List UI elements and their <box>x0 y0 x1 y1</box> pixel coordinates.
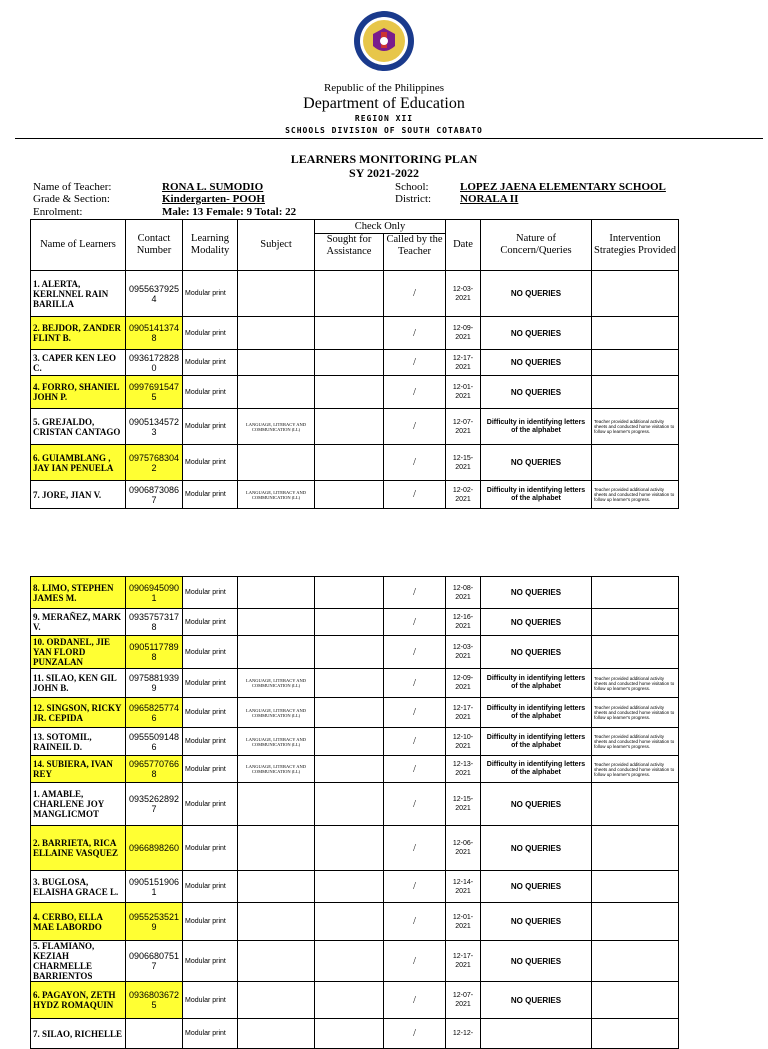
subject-cell <box>238 609 315 636</box>
contact-number: 09051177898 <box>126 636 183 669</box>
called-check: / <box>384 609 446 636</box>
intervention-cell <box>592 941 679 982</box>
intervention-cell <box>592 871 679 903</box>
date-cell: 12-17-2021 <box>446 698 481 728</box>
date-cell: 12-10-2021 <box>446 728 481 756</box>
learner-name: 10. ORDANEL, JIE YAN FLORD PUNZALAN <box>31 636 126 669</box>
subject-cell <box>238 783 315 826</box>
nature-cell: NO QUERIES <box>481 376 592 409</box>
subject-cell <box>238 577 315 609</box>
learning-modality: Modular print <box>183 445 238 481</box>
subject-cell: LANGUAGE, LITERACY AND COMMUNICATION (LL) <box>238 409 315 445</box>
called-check: / <box>384 350 446 376</box>
learner-name: 6. GUIAMBLANG , JAY IAN PENUELA <box>31 445 126 481</box>
subject-cell <box>238 871 315 903</box>
intervention-cell <box>592 982 679 1019</box>
table-row <box>31 756 679 783</box>
letterhead <box>0 0 768 140</box>
date-cell: 12-15-2021 <box>446 783 481 826</box>
subject-cell: LANGUAGE, LITERACY AND COMMUNICATION (LL) <box>238 669 315 698</box>
nature-cell: NO QUERIES <box>481 609 592 636</box>
date-cell: 12-07-2021 <box>446 409 481 445</box>
region-line: REGION XII <box>354 114 414 123</box>
teacher-value: RONA L. SUMODIO <box>162 181 264 193</box>
nature-cell: NO QUERIES <box>481 577 592 609</box>
contact-number: 09357573178 <box>126 609 183 636</box>
learner-name: 4. FORRO, SHANIEL JOHN P. <box>31 376 126 409</box>
learner-name: 3. BUGLOSA, ELAISHA GRACE L. <box>31 871 126 903</box>
table-row <box>31 669 679 698</box>
school-value: LOPEZ JAENA ELEMENTARY SCHOOL <box>460 181 666 193</box>
date-cell: 12-14-2021 <box>446 871 481 903</box>
learner-name: 1. AMABLE, CHARLENE JOY MANGLICMOT <box>31 783 126 826</box>
called-check: / <box>384 728 446 756</box>
learning-modality: Modular print <box>183 783 238 826</box>
learner-name: 12. SINGSON, RICKY JR. CEPIDA <box>31 698 126 728</box>
header-intervention: Intervention Strategies Provided <box>592 220 679 271</box>
nature-cell: NO QUERIES <box>481 783 592 826</box>
table-row <box>31 350 679 376</box>
learning-modality: Modular print <box>183 271 238 317</box>
subject-cell <box>238 826 315 871</box>
table-row <box>31 728 679 756</box>
learner-name: 1. ALERTA, KERLNNEL RAIN BARILLA <box>31 271 126 317</box>
date-cell: 12-13-2021 <box>446 756 481 783</box>
table-row <box>31 271 679 317</box>
table-row <box>31 376 679 409</box>
table-row <box>31 445 679 481</box>
nature-cell: NO QUERIES <box>481 636 592 669</box>
nature-cell: NO QUERIES <box>481 941 592 982</box>
date-cell: 12-16-2021 <box>446 609 481 636</box>
contact-number: 09069450901 <box>126 577 183 609</box>
sought-cell <box>315 445 384 481</box>
sought-cell <box>315 636 384 669</box>
learner-name: 7. SILAO, RICHELLE <box>31 1019 126 1049</box>
table-row <box>31 698 679 728</box>
learning-modality: Modular print <box>183 1019 238 1049</box>
intervention-cell: Teacher provided additional activity sheets and conducted home visitation to follow up learner's progress. <box>592 698 679 728</box>
intervention-cell <box>592 826 679 871</box>
sought-cell <box>315 756 384 783</box>
header-check-only: Check Only <box>315 220 446 234</box>
sought-cell <box>315 783 384 826</box>
learner-name: 14. SUBIERA, IVAN REY <box>31 756 126 783</box>
subject-cell: LANGUAGE, LITERACY AND COMMUNICATION (LL) <box>238 698 315 728</box>
contact-number: 09976915475 <box>126 376 183 409</box>
table-row <box>31 783 679 826</box>
sought-cell <box>315 826 384 871</box>
intervention-cell <box>592 1019 679 1049</box>
contact-number: 09552535219 <box>126 903 183 941</box>
subject-cell <box>238 903 315 941</box>
date-cell: 12-07-2021 <box>446 982 481 1019</box>
called-check: / <box>384 871 446 903</box>
learner-name: 2. BEJDOR, ZANDER FLINT B. <box>31 317 126 350</box>
contact-number: 09068730867 <box>126 481 183 509</box>
contact-number: 09352628927 <box>126 783 183 826</box>
contact-number: 09658257746 <box>126 698 183 728</box>
learner-name: 5. FLAMIANO, KEZIAH CHARMELLE BARRIENTOS <box>31 941 126 982</box>
sought-cell <box>315 376 384 409</box>
intervention-cell <box>592 445 679 481</box>
nature-cell: NO QUERIES <box>481 903 592 941</box>
intervention-cell <box>592 903 679 941</box>
intervention-cell <box>592 271 679 317</box>
table-1-body <box>31 271 679 509</box>
learning-modality: Modular print <box>183 636 238 669</box>
intervention-cell: Teacher provided additional activity sheets and conducted home visitation to follow up learner's progress. <box>592 481 679 509</box>
subject-cell <box>238 271 315 317</box>
nature-cell: Difficulty in identifying letters of the alphabet <box>481 669 592 698</box>
learner-name: 13. SOTOMIL, RAINEIL D. <box>31 728 126 756</box>
nature-cell: NO QUERIES <box>481 445 592 481</box>
date-cell: 12-12- <box>446 1019 481 1049</box>
contact-number: 09051345723 <box>126 409 183 445</box>
learning-modality: Modular print <box>183 376 238 409</box>
sought-cell <box>315 317 384 350</box>
intervention-cell: Teacher provided additional activity sheets and conducted home visitation to follow up learner's progress. <box>592 756 679 783</box>
sought-cell <box>315 271 384 317</box>
learning-modality: Modular print <box>183 941 238 982</box>
subject-cell: LANGUAGE, LITERACY AND COMMUNICATION (LL) <box>238 728 315 756</box>
subject-cell: LANGUAGE, LITERACY AND COMMUNICATION (LL) <box>238 756 315 783</box>
contact-number: 09556379254 <box>126 271 183 317</box>
school-label: School: <box>395 181 429 193</box>
date-cell: 12-03-2021 <box>446 271 481 317</box>
learning-modality: Modular print <box>183 871 238 903</box>
sought-cell <box>315 350 384 376</box>
learning-modality: Modular print <box>183 317 238 350</box>
learner-name: 5. GREJALDO, CRISTAN CANTAGO <box>31 409 126 445</box>
learner-name: 9. MERAÑEZ, MARK V. <box>31 609 126 636</box>
learner-name: 4. CERBO, ELLA MAE LABORDO <box>31 903 126 941</box>
nature-cell: NO QUERIES <box>481 271 592 317</box>
learning-modality: Modular print <box>183 409 238 445</box>
contact-number: 0966898260 <box>126 826 183 871</box>
table-row <box>31 609 679 636</box>
learning-modality: Modular print <box>183 728 238 756</box>
intervention-cell <box>592 609 679 636</box>
nature-cell: NO QUERIES <box>481 982 592 1019</box>
nature-cell: Difficulty in identifying letters of the alphabet <box>481 756 592 783</box>
learner-name: 3. CAPER KEN LEO C. <box>31 350 126 376</box>
called-check: / <box>384 481 446 509</box>
intervention-cell: Teacher provided additional activity sheets and conducted home visitation to follow up learner's progress. <box>592 669 679 698</box>
grade-label: Grade & Section: <box>33 193 110 205</box>
called-check: / <box>384 903 446 941</box>
learning-modality: Modular print <box>183 481 238 509</box>
date-cell: 12-09-2021 <box>446 317 481 350</box>
learner-name: 8. LIMO, STEPHEN JAMES M. <box>31 577 126 609</box>
contact-number: 09051519061 <box>126 871 183 903</box>
called-check: / <box>384 577 446 609</box>
learning-modality: Modular print <box>183 609 238 636</box>
nature-cell: NO QUERIES <box>481 871 592 903</box>
subject-cell <box>238 350 315 376</box>
sought-cell <box>315 871 384 903</box>
sought-cell <box>315 481 384 509</box>
subject-cell <box>238 445 315 481</box>
learning-modality: Modular print <box>183 698 238 728</box>
subject-cell <box>238 636 315 669</box>
date-cell: 12-17-2021 <box>446 350 481 376</box>
header-nature: Nature of Concern/Queries <box>481 220 592 271</box>
called-check: / <box>384 317 446 350</box>
date-cell: 12-01-2021 <box>446 903 481 941</box>
date-cell: 12-06-2021 <box>446 826 481 871</box>
contact-number: 09066807517 <box>126 941 183 982</box>
subject-cell <box>238 982 315 1019</box>
table-row <box>31 636 679 669</box>
republic-line: Republic of the Philippines <box>323 82 445 94</box>
header-subject: Subject <box>238 220 315 271</box>
table-row <box>31 871 679 903</box>
called-check: / <box>384 409 446 445</box>
called-check: / <box>384 1019 446 1049</box>
subject-cell <box>238 376 315 409</box>
division-line: SCHOOLS DIVISION OF SOUTH COTABATO <box>285 126 483 135</box>
called-check: / <box>384 756 446 783</box>
learner-name: 11. SILAO, KEN GIL JOHN B. <box>31 669 126 698</box>
nature-cell <box>481 1019 592 1049</box>
called-check: / <box>384 826 446 871</box>
table-2-body <box>31 577 679 1049</box>
contact-number: 09657707668 <box>126 756 183 783</box>
called-check: / <box>384 636 446 669</box>
called-check: / <box>384 698 446 728</box>
table-row <box>31 826 679 871</box>
nature-cell: NO QUERIES <box>481 350 592 376</box>
table-row <box>31 409 679 445</box>
contact-number: 09361728280 <box>126 350 183 376</box>
learning-modality: Modular print <box>183 350 238 376</box>
date-cell: 12-03-2021 <box>446 636 481 669</box>
date-cell: 12-08-2021 <box>446 577 481 609</box>
sought-cell <box>315 698 384 728</box>
contact-number: 09555091486 <box>126 728 183 756</box>
learner-name: 2. BARRIETA, RICA ELLAINE VASQUEZ <box>31 826 126 871</box>
enrolment-value: Male: 13 Female: 9 Total: 22 <box>162 206 297 218</box>
enrolment-label: Enrolment: <box>33 206 83 218</box>
date-cell: 12-09-2021 <box>446 669 481 698</box>
district-value: NORALA II <box>460 193 519 205</box>
contact-number: 09051413748 <box>126 317 183 350</box>
contact-number: 09368036725 <box>126 982 183 1019</box>
nature-cell: NO QUERIES <box>481 317 592 350</box>
learning-modality: Modular print <box>183 669 238 698</box>
date-cell: 12-17-2021 <box>446 941 481 982</box>
called-check: / <box>384 376 446 409</box>
subject-cell: LANGUAGE, LITERACY AND COMMUNICATION (LL) <box>238 481 315 509</box>
sought-cell <box>315 982 384 1019</box>
header-contact: Contact Number <box>126 220 183 271</box>
learner-name: 7. JORE, JIAN V. <box>31 481 126 509</box>
intervention-cell <box>592 577 679 609</box>
learner-name: 6. PAGAYON, ZETH HYDZ ROMAQUIN <box>31 982 126 1019</box>
contact-number: 09758819399 <box>126 669 183 698</box>
table-row <box>31 903 679 941</box>
intervention-cell <box>592 350 679 376</box>
called-check: / <box>384 669 446 698</box>
learners-table-1 <box>30 219 679 509</box>
deped-seal-icon <box>353 10 415 72</box>
sought-cell <box>315 409 384 445</box>
header-called: Called by the Teacher <box>384 234 446 271</box>
called-check: / <box>384 941 446 982</box>
subject-cell <box>238 1019 315 1049</box>
contact-number <box>126 1019 183 1049</box>
table-row <box>31 1019 679 1049</box>
date-cell: 12-15-2021 <box>446 445 481 481</box>
document-title: LEARNERS MONITORING PLAN <box>290 152 478 166</box>
intervention-cell <box>592 376 679 409</box>
learners-table-2 <box>30 576 679 1049</box>
sought-cell <box>315 941 384 982</box>
header-date: Date <box>446 220 481 271</box>
grade-value: Kindergarten- POOH <box>162 193 265 205</box>
called-check: / <box>384 783 446 826</box>
sought-cell <box>315 903 384 941</box>
contact-number: 09757683042 <box>126 445 183 481</box>
subject-cell <box>238 317 315 350</box>
sought-cell <box>315 609 384 636</box>
learning-modality: Modular print <box>183 756 238 783</box>
date-cell: 12-02-2021 <box>446 481 481 509</box>
intervention-cell <box>592 783 679 826</box>
sought-cell <box>315 728 384 756</box>
header-divider <box>15 138 763 139</box>
learning-modality: Modular print <box>183 577 238 609</box>
subject-cell <box>238 941 315 982</box>
learning-modality: Modular print <box>183 982 238 1019</box>
intervention-cell <box>592 317 679 350</box>
intervention-cell: Teacher provided additional activity sheets and conducted home visitation to follow up learner's progress. <box>592 409 679 445</box>
intervention-cell: Teacher provided additional activity sheets and conducted home visitation to follow up learner's progress. <box>592 728 679 756</box>
nature-cell: NO QUERIES <box>481 826 592 871</box>
called-check: / <box>384 445 446 481</box>
date-cell: 12-01-2021 <box>446 376 481 409</box>
table-row <box>31 481 679 509</box>
learning-modality: Modular print <box>183 903 238 941</box>
called-check: / <box>384 982 446 1019</box>
teacher-label: Name of Teacher: <box>33 181 112 193</box>
learning-modality: Modular print <box>183 826 238 871</box>
district-label: District: <box>395 193 432 205</box>
intervention-cell <box>592 636 679 669</box>
table-row <box>31 982 679 1019</box>
table-row <box>31 317 679 350</box>
header-sought: Sought for Assistance <box>315 234 384 271</box>
header-modality: Learning Modality <box>183 220 238 271</box>
nature-cell: Difficulty in identifying letters of the alphabet <box>481 409 592 445</box>
table-row <box>31 577 679 609</box>
sought-cell <box>315 1019 384 1049</box>
department-line: Department of Education <box>303 95 465 112</box>
sought-cell <box>315 669 384 698</box>
table-row <box>31 941 679 982</box>
sought-cell <box>315 577 384 609</box>
header-name: Name of Learners <box>31 220 126 271</box>
nature-cell: Difficulty in identifying letters of the alphabet <box>481 728 592 756</box>
school-year: SY 2021-2022 <box>349 166 419 180</box>
called-check: / <box>384 271 446 317</box>
nature-cell: Difficulty in identifying letters of the alphabet <box>481 481 592 509</box>
nature-cell: Difficulty in identifying letters of the alphabet <box>481 698 592 728</box>
